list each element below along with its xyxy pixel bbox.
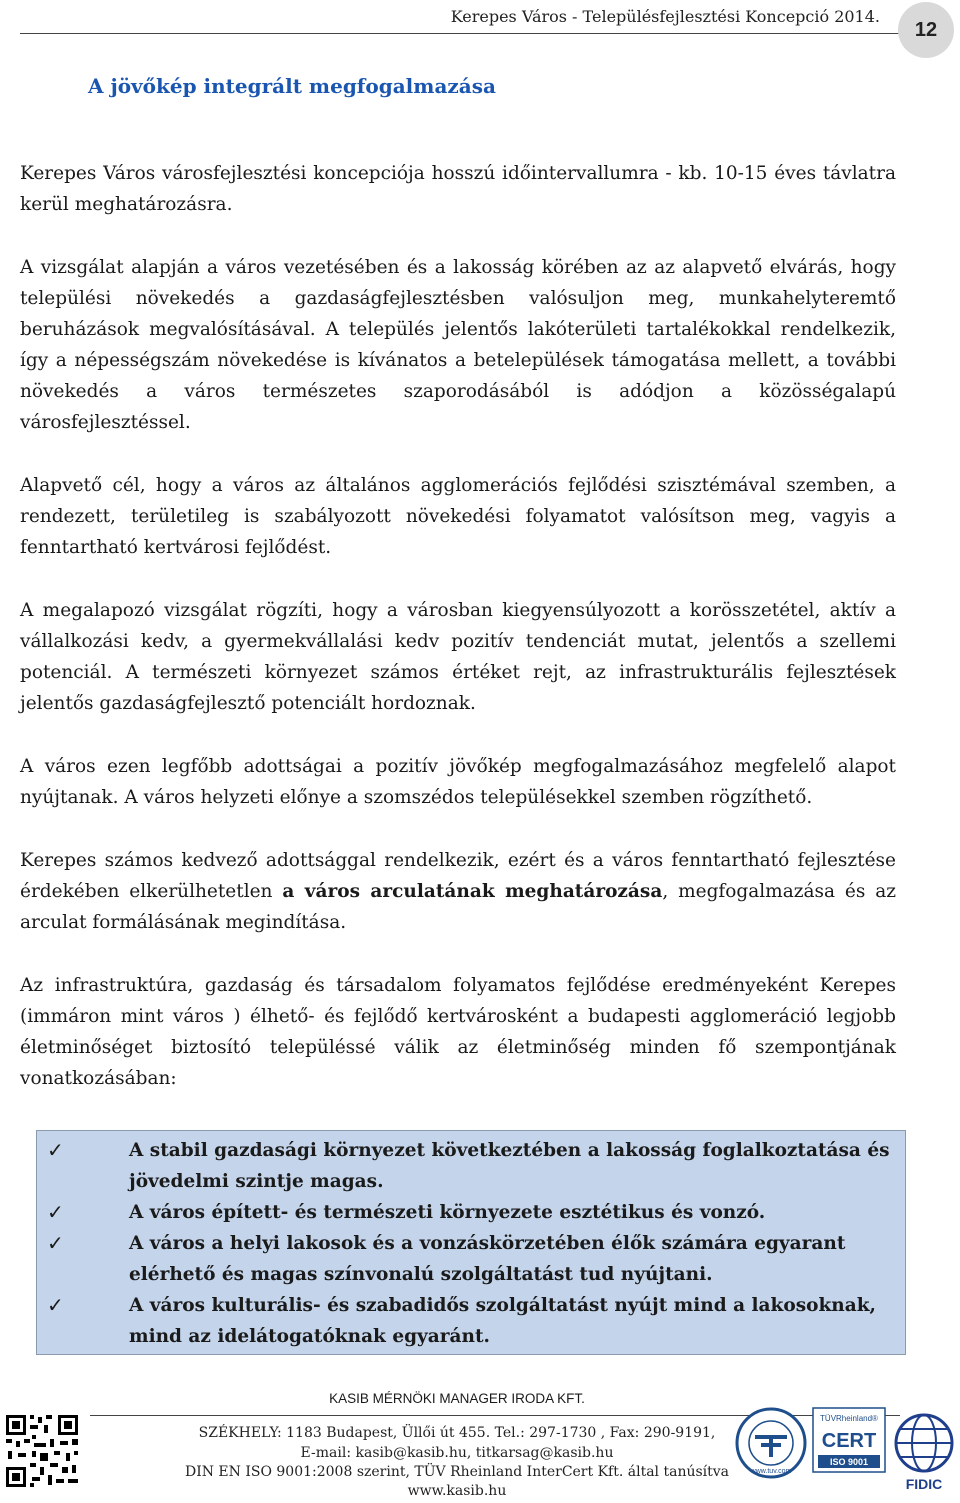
page-header <box>0 0 960 60</box>
tuv-cert-logo-icon <box>812 1407 886 1473</box>
footer-company-name: KASIB MÉRNÖKI MANAGER IRODA KFT. <box>329 1391 585 1406</box>
check-icon: ✓ <box>47 1293 64 1317</box>
page-footer <box>0 1385 960 1503</box>
body-text <box>20 158 896 1126</box>
list-item <box>47 1135 895 1197</box>
paragraph-megalapozo: A megalapozó vizsgálat rögzíti, hogy a városban kiegyensúlyozott a korösszetétel, aktív a vállalkozási kedv, a gyermekvállalási kedv pozitív tendenciát mutat, jelentős a szellemi potenciál. A természeti környezet számos értéket rejt, az infrastrukturális fejlesztések jelentős gazdaságfejlesztő potenciált hordoznak. <box>20 600 896 714</box>
tuv-seal-text: www.tuv.com <box>750 1468 792 1475</box>
check-icon: ✓ <box>47 1138 64 1162</box>
header-divider <box>20 33 900 34</box>
tuv-seal-icon <box>735 1407 807 1479</box>
fidic-globe-icon <box>890 1411 958 1495</box>
paragraph-eletminoseg: Az infrastruktúra, gazdaság és társadalom folyamatos fejlődése eredményeként Kerepes (immáron mint város ) élhető- és fejlődő kertvárosként a budapesti agglomeráció legjobb életminőséget biztosító településsé válik az életminőség minden fő szempontjának vonatkozásában: <box>20 975 896 1089</box>
list-item-text: A város kulturális- és szabadidős szolgáltatást nyújt mind a lakosoknak, mind az idelátogatóknak egyaránt. <box>129 1295 876 1347</box>
list-item-text: A város a helyi lakosok és a vonzáskörzetében élők számára egyarant elérhető és magas színvonalú szolgáltatást tud nyújtani. <box>129 1233 846 1285</box>
arculat-text-before: Kerepes számos kedvező adottsággal rendelkezik, ezért és a város fenntartható fejlesztése érdekében elkerülhetetlen <box>20 850 896 902</box>
arculat-text-after: , megfogalmazása és az arculat formálásának megindítása. <box>20 881 896 933</box>
list-item <box>47 1197 895 1228</box>
footer-website: www.kasib.hu <box>407 1483 507 1499</box>
footer-address: SZÉKHELY: 1183 Budapest, Üllői út 455. Tel.: 297-1730 , Fax: 290-9191, <box>198 1425 716 1441</box>
document-title: Kerepes Város - Településfejlesztési Koncepció 2014. <box>450 7 880 26</box>
tuv-cert-word: CERT <box>821 1430 877 1452</box>
page-number-badge: 12 <box>898 2 954 58</box>
fidic-text: FIDIC <box>905 1476 943 1492</box>
paragraph-arculat <box>20 845 896 938</box>
section-title: A jövőkép integrált megfogalmazása <box>88 74 496 98</box>
list-item-text: A város épített- és természeti környezete esztétikus és vonzó. <box>129 1202 766 1223</box>
check-icon: ✓ <box>47 1231 64 1255</box>
paragraph-adottsagok: A város ezen legfőbb adottságai a pozitív jövőkép megfogalmazásához megfelelő alapot nyújtanak. A város helyzeti előnye a szomszédos településekkel szemben rögzíthető. <box>20 756 896 808</box>
check-icon: ✓ <box>47 1200 64 1224</box>
footer-email: E-mail: kasib@kasib.hu, titkarsag@kasib.hu <box>300 1445 614 1461</box>
list-item <box>47 1228 895 1290</box>
footer-certification: DIN EN ISO 9001:2008 szerint, TÜV Rheinland InterCert Kft. által tanúsítva <box>184 1464 730 1480</box>
tuv-cert-brand: TÜVRheinland® <box>820 1414 878 1423</box>
arculat-bold-text: a város arculatának meghatározása <box>282 881 663 902</box>
list-item-text: A stabil gazdasági környezet következtében a lakosság foglalkoztatása és jövedelmi szintje magas. <box>129 1140 890 1192</box>
goals-checklist <box>36 1130 906 1355</box>
paragraph-alapveto-cel: Alapvető cél, hogy a város az általános agglomerációs fejlődési szisztémával szemben, a rendezett, területileg is szabályozott növekedési folyamatot valósítson meg, vagyis a fenntartható kertvárosi fejlődést. <box>20 475 896 558</box>
paragraph-intro: Kerepes Város városfejlesztési koncepciója hosszú időintervallumra - kb. 10-15 éves távlatra kerül meghatározásra. <box>20 163 896 215</box>
list-item <box>47 1290 895 1352</box>
tuv-cert-iso: ISO 9001 <box>829 1457 869 1467</box>
paragraph-vizsgalat: A vizsgálat alapján a város vezetésében és a lakosság körében az az alapvető elvárás, hogy települési növekedés a gazdaságfejlesztésben valósuljon meg, munkahelyteremtő beruházások megvalósításával. A település jelentős lakóterületi tartalékokkal rendelkezik, így a népességszám növekedése is kívánatos a betelepülések támogatása mellett, a további növekedés a város természetes szaporodásából is adódjon a közösségalapú városfejlesztéssel. <box>20 257 896 433</box>
